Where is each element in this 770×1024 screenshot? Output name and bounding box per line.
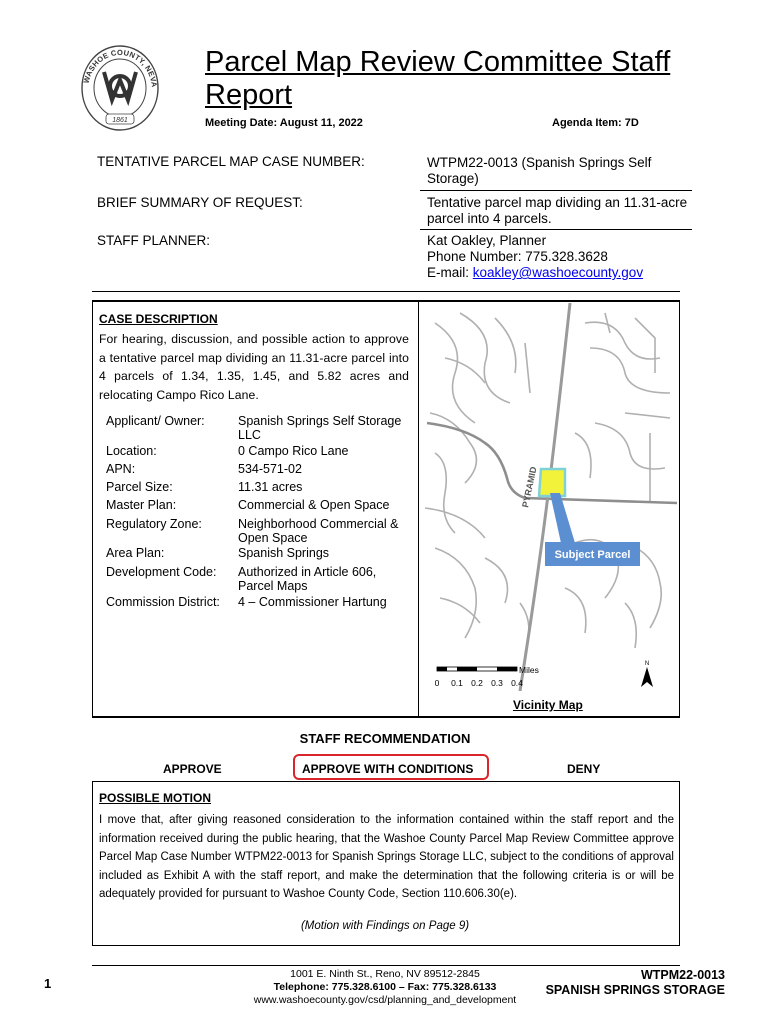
agenda-item: Agenda Item: 7D [552, 117, 639, 129]
page-number: 1 [44, 976, 52, 991]
planner-email-link[interactable]: koakley@washoecounty.gov [472, 265, 644, 280]
field-value: Commercial & Open Space [238, 498, 390, 512]
page-title: Parcel Map Review Committee Staff Report [205, 46, 671, 111]
planner-name: Kat Oakley, Planner [427, 233, 547, 248]
case-number-label: TENTATIVE PARCEL MAP CASE NUMBER: [97, 154, 365, 169]
footer-phone: Telephone: 775.328.6100 – Fax: 775.328.6133 [273, 981, 497, 993]
request-label: BRIEF SUMMARY OF REQUEST: [97, 195, 303, 210]
subject-parcel-label: Subject Parcel [554, 549, 631, 561]
meeting-date: Meeting Date: August 11, 2022 [205, 117, 363, 129]
field-label: Applicant/ Owner: [106, 414, 205, 428]
field-value: 4 – Commissioner Hartung [238, 595, 387, 609]
field-label: Location: [106, 444, 157, 458]
footer-case-id: WTPM22-0013 [640, 968, 725, 982]
footer-rule [92, 965, 680, 966]
recommendation-title: STAFF RECOMMENDATION [299, 731, 471, 746]
vicinity-map-caption: Vicinity Map [513, 698, 583, 712]
scale-tick: 0 [434, 678, 440, 688]
vicinity-map [425, 303, 677, 691]
field-label: Commission District: [106, 595, 220, 609]
field-label: Master Plan: [106, 498, 177, 512]
summary-divider [420, 229, 692, 230]
road-label: PYRAMID [520, 465, 539, 509]
motion-note: (Motion with Findings on Page 9) [300, 920, 470, 932]
possible-motion-heading: POSSIBLE MOTION [99, 791, 212, 805]
field-label: Area Plan: [106, 546, 165, 560]
option-deny: DENY [567, 762, 601, 776]
footer-address: 1001 E. Ninth St., Reno, NV 89512-2845 [290, 968, 480, 980]
scale-tick: 0.3 [491, 678, 503, 688]
field-value: Neighborhood Commercial & Open Space [238, 517, 399, 545]
footer-website: www.washoecounty.gov/csd/planning_and_development [253, 994, 517, 1006]
field-value: 11.31 acres [238, 480, 303, 494]
case-box-divider [418, 301, 419, 717]
planner-email-row [427, 265, 692, 281]
option-approve-with-conditions: APPROVE WITH CONDITIONS [302, 762, 474, 776]
planner-label: STAFF PLANNER: [97, 233, 211, 248]
case-number-value: WTPM22-0013 (Spanish Springs Self Storage) [427, 155, 652, 186]
field-label: Regulatory Zone: [106, 517, 202, 531]
seal-ring-text: WASHOE COUNTY, NEVA [81, 47, 159, 88]
field-value: Spanish Springs [238, 546, 330, 560]
planner-email-label: E-mail: [427, 265, 473, 280]
scale-tick: 0.1 [451, 678, 463, 688]
field-label: APN: [106, 462, 136, 476]
scale-tick: 0.4 [511, 678, 523, 688]
scale-unit: Miles [519, 665, 539, 675]
planner-info [427, 233, 692, 281]
subject-parcel [539, 469, 565, 496]
case-description-text: For hearing, discussion, and possible action to approve a tentative parcel map dividing an 11.31-acre parcel into 4 parcels of 1.34, 1.35, 1.45, and 5.82 acres and relocating Campo Rico Lane. [99, 332, 409, 402]
north-arrow-icon [641, 667, 653, 687]
field-value: Spanish Springs Self Storage LLC [238, 414, 402, 442]
seal-year: 1861 [112, 117, 128, 124]
summary-bottom-rule [92, 291, 680, 292]
washoe-county-seal [80, 44, 160, 132]
field-label: Parcel Size: [106, 480, 173, 494]
planner-phone: Phone Number: 775.328.3628 [427, 249, 608, 264]
request-value: Tentative parcel map dividing an 11.31-acre parcel into 4 parcels. [427, 195, 688, 226]
field-value: 0 Campo Rico Lane [238, 444, 349, 458]
scale-bar [437, 667, 517, 671]
field-value: Authorized in Article 606, Parcel Maps [238, 565, 377, 593]
field-value: 534-571-02 [238, 462, 302, 476]
footer-case [520, 968, 725, 998]
footer-case-name: SPANISH SPRINGS STORAGE [545, 983, 725, 997]
north-label: N [644, 661, 650, 667]
possible-motion-text: I move that, after giving reasoned consideration to the information contained within the staff report and the information received during the public hearing, that the Washoe County Parcel Map Review Committee approve Parcel Map Case Number WTPM22-0013 for Spanish Springs Storage LLC, subject to the conditions of approval included as Exhibit A with the staff report, and make the determination that the following criteria is or will be adequately provided for pursuant to Washoe County Code, Section 110.606.30(e). [99, 814, 674, 900]
option-approve: APPROVE [163, 762, 222, 776]
scale-tick: 0.2 [471, 678, 483, 688]
summary-divider [420, 190, 692, 191]
footer-contact [230, 968, 540, 1007]
field-label: Development Code: [106, 565, 217, 579]
case-description-heading: CASE DESCRIPTION [99, 312, 218, 326]
